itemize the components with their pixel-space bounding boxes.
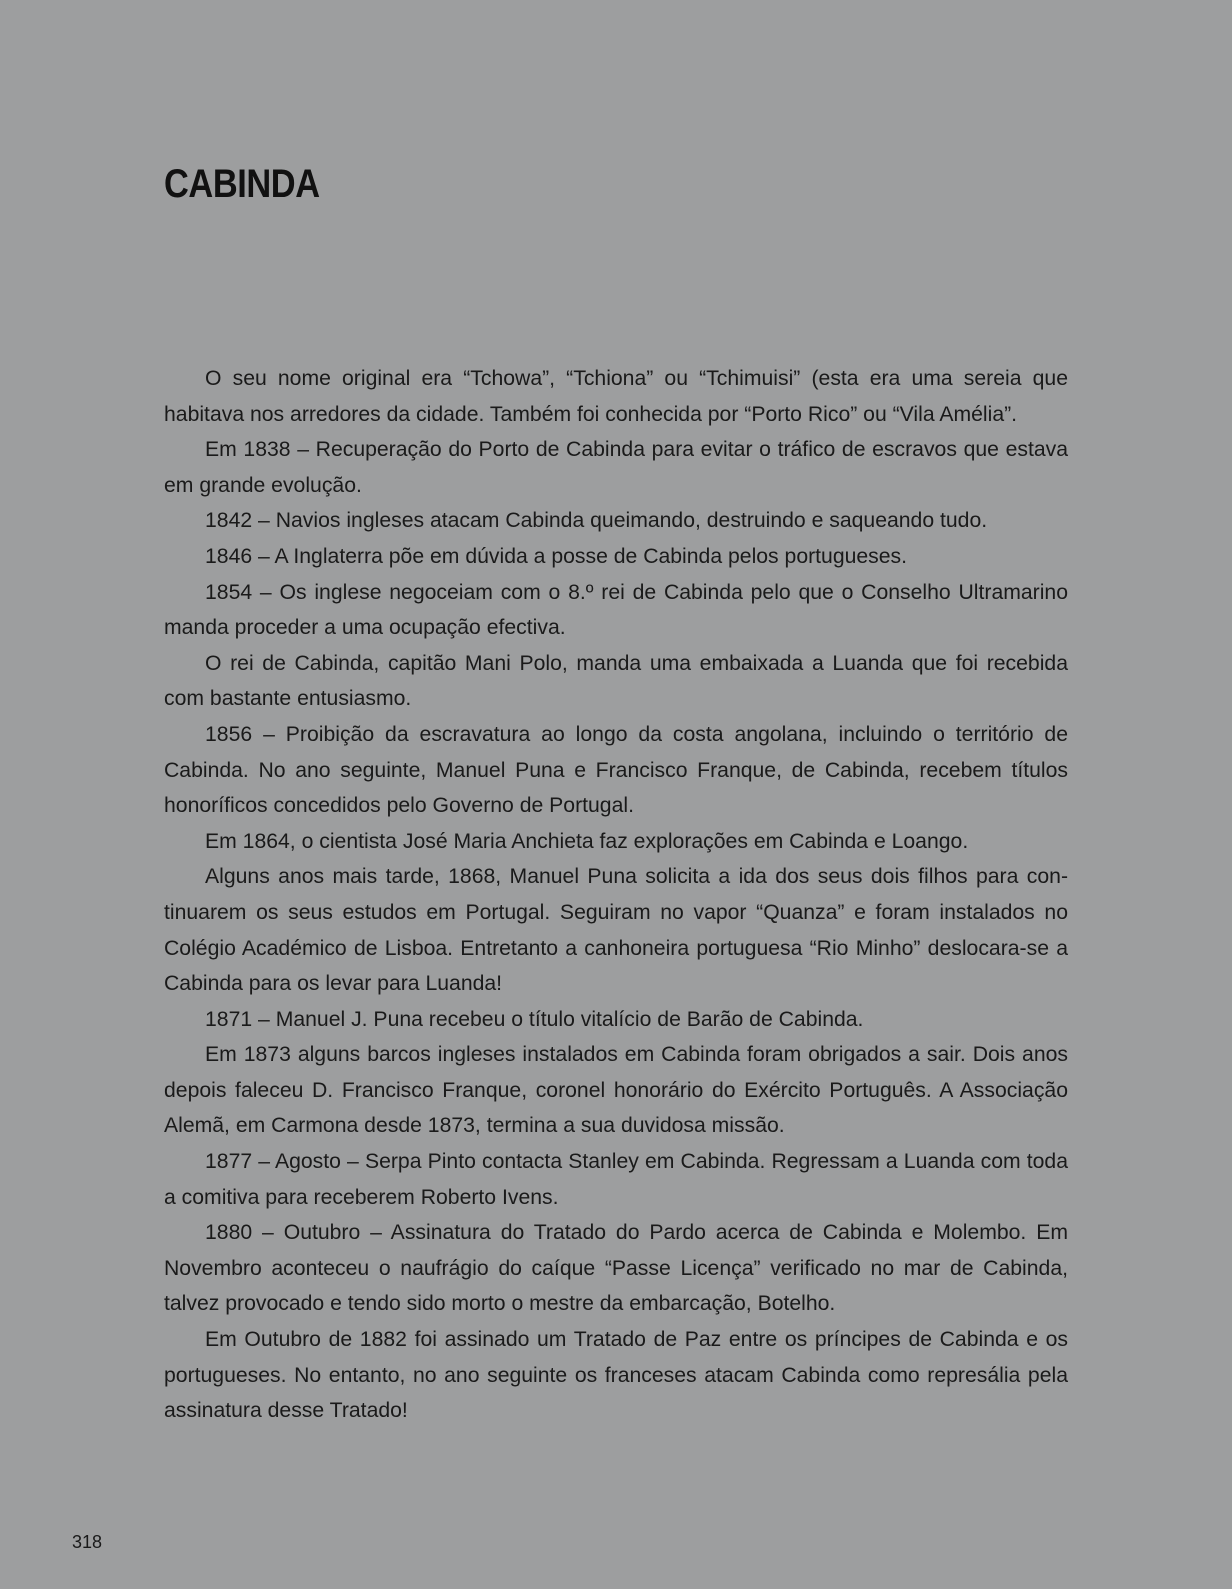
paragraph: 1846 – A Inglaterra põe em dúvida a posse de Cabinda pelos portugueses.	[205, 544, 908, 568]
paragraph: 1854 – Os inglese negoceiam com o 8.º rei de Cabinda pelo que o Conselho Ultramarino manda proceder a uma ocupação efectiva.	[164, 580, 1068, 640]
page-number: 318	[72, 1532, 103, 1552]
body-text	[164, 361, 1068, 1429]
paragraph: 1842 – Navios ingleses atacam Cabinda queimando, destruindo e saqueando tudo.	[205, 509, 988, 533]
paragraph: 1856 – Proibição da escravatura ao longo da costa angolana, incluindo o território de Cabinda. No ano seguinte, Manuel Puna e Francisco Franque, de Cabinda, recebem títulos honoríficos concedidos pelo Governo de Portugal.	[164, 722, 1068, 818]
paragraph: Alguns anos mais tarde, 1868, Manuel Puna solicita a ida dos seus dois filhos para continuarem os seus estudos em Portugal. Seguiram no vapor “Quanza” e foram instalados no Colégio Académico de Lisboa. Entretanto a canhoneira portuguesa “Rio Minho” deslocara-se a Cabinda para os levar para Luanda!	[164, 865, 1068, 996]
paragraph: O rei de Cabinda, capitão Mani Polo, manda uma embaixada a Luanda que foi recebida com bastante entusiasmo.	[164, 651, 1068, 711]
paragraph: O seu nome original era “Tchowa”, “Tchiona” ou “Tchimuisi” (esta era uma sereia que habitava nos arredores da cidade. Também foi conhecida por “Porto Rico” ou “Vila Amélia”.	[164, 367, 1068, 426]
paragraph: Em Outubro de 1882 foi assinado um Tratado de Paz entre os príncipes de Cabinda e os portugueses. No entanto, no ano seguinte os franceses atacam Cabinda como represália pela assinatura desse Tratado!	[164, 1328, 1068, 1423]
paragraph: 1880 – Outubro – Assinatura do Tratado do Pardo acerca de Cabinda e Molembo. Em Novembro aconteceu o naufrágio do caíque “Passe Licença” verificado no mar de Cabinda, talvez provocado e tendo sido morto o mestre da embarcação, Botelho.	[164, 1221, 1068, 1316]
paragraph: Em 1864, o cientista José Maria Anchieta faz explorações em Cabinda e Loango.	[205, 829, 969, 853]
page-title: CABINDA	[164, 162, 320, 206]
paragraph: Em 1838 – Recuperação do Porto de Cabinda para evitar o tráfico de escravos que estava em grande evolução.	[164, 438, 1068, 497]
paragraph: Em 1873 alguns barcos ingleses instalados em Cabinda foram obrigados a sair. Dois anos depois faleceu D. Francisco Franque, coronel honorário do Exército Português. A Associação Alemã, em Carmona desde 1873, termina a sua duvidosa missão.	[164, 1043, 1068, 1138]
paragraph: 1877 – Agosto – Serpa Pinto contacta Stanley em Cabinda. Regressam a Luanda com toda a comitiva para receberem Roberto Ivens.	[164, 1150, 1068, 1209]
paragraph: 1871 – Manuel J. Puna recebeu o título vitalício de Barão de Cabinda.	[205, 1007, 864, 1031]
